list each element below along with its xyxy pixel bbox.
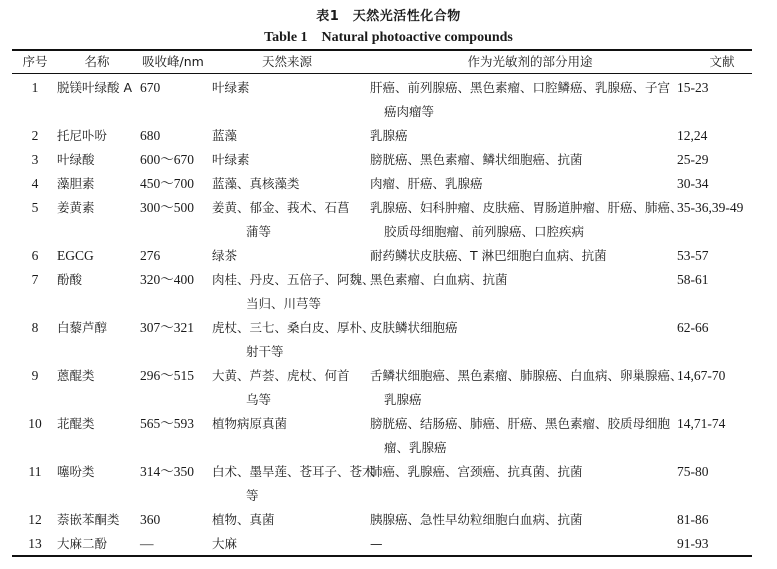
row-number: 3 bbox=[31, 152, 39, 167]
compound-name: EGCG bbox=[57, 248, 94, 263]
row-number: 5 bbox=[31, 200, 39, 215]
natural-source bbox=[212, 268, 375, 316]
compound-name: 托尼卟吩 bbox=[57, 128, 108, 143]
photosensitizer-uses bbox=[370, 412, 680, 460]
absorption-peak: 314～350 bbox=[140, 464, 194, 479]
natural-source-line: 白术、墨旱莲、苍耳子、苍术 bbox=[212, 464, 375, 479]
reference: 58-61 bbox=[677, 272, 709, 287]
compound-name: 白藜芦醇 bbox=[57, 320, 108, 335]
natural-source-line: 蓝藻 bbox=[212, 128, 238, 143]
row-number: 6 bbox=[31, 248, 39, 263]
photosensitizer-uses bbox=[370, 316, 680, 340]
compound-name: 酚酸 bbox=[57, 272, 83, 287]
photosensitizer-uses bbox=[370, 364, 683, 412]
natural-source bbox=[212, 196, 370, 244]
absorption-peak: 360 bbox=[140, 512, 161, 527]
natural-source-line: 蓝藻、真核藻类 bbox=[212, 176, 300, 191]
photosensitizer-uses-line: 肺癌、乳腺癌、宫颈癌、抗真菌、抗菌 bbox=[370, 464, 583, 479]
header-name: 名称 bbox=[84, 54, 110, 69]
natural-source bbox=[212, 76, 370, 100]
absorption-peak: 600～670 bbox=[140, 152, 194, 167]
table-row bbox=[12, 148, 752, 172]
photosensitizer-uses-line: — bbox=[370, 536, 383, 551]
row-number: 9 bbox=[31, 368, 39, 383]
photosensitizer-uses bbox=[370, 460, 680, 484]
reference: 53-57 bbox=[677, 248, 709, 263]
reference: 30-34 bbox=[677, 176, 709, 191]
reference: 35-36,39-49 bbox=[677, 200, 744, 215]
table-title-chinese: 表1 天然光活性化合物 bbox=[316, 9, 461, 24]
table-row bbox=[12, 196, 752, 244]
row-number: 10 bbox=[28, 416, 42, 431]
table-row bbox=[12, 364, 752, 412]
compound-name: 叶绿酸 bbox=[57, 152, 95, 167]
header-no: 序号 bbox=[22, 54, 48, 69]
row-number: 8 bbox=[31, 320, 39, 335]
natural-source bbox=[212, 316, 375, 364]
natural-source bbox=[212, 412, 370, 436]
reference: 91-93 bbox=[677, 536, 709, 551]
photosensitizer-uses-line: 胰腺癌、急性早幼粒细胞白血病、抗菌 bbox=[370, 512, 583, 527]
natural-source-line: 叶绿素 bbox=[212, 152, 250, 167]
photosensitizer-uses bbox=[370, 244, 680, 268]
reference: 75-80 bbox=[677, 464, 709, 479]
row-number: 12 bbox=[28, 512, 42, 527]
header-source: 天然来源 bbox=[261, 54, 312, 69]
natural-source bbox=[212, 364, 370, 412]
row-number: 2 bbox=[31, 128, 39, 143]
natural-source bbox=[212, 148, 370, 172]
photosensitizer-uses-line: 舌鳞状细胞癌、黑色素瘤、肺腺癌、白血病、卵巢腺癌、 bbox=[370, 368, 683, 383]
table-row bbox=[12, 244, 752, 268]
compounds-table bbox=[12, 50, 752, 551]
reference: 62-66 bbox=[677, 320, 709, 335]
compound-name: 萘嵌苯酮类 bbox=[57, 512, 120, 527]
photosensitizer-uses-line: 黑色素瘤、白血病、抗菌 bbox=[370, 272, 508, 287]
photosensitizer-uses bbox=[370, 148, 680, 172]
natural-source-line: 大麻 bbox=[212, 536, 238, 551]
row-number: 4 bbox=[31, 176, 39, 191]
natural-source-line: 当归、川芎等 bbox=[246, 296, 322, 311]
header-uses: 作为光敏剂的部分用途 bbox=[467, 54, 593, 69]
photosensitizer-uses-line: 瘤、乳腺癌 bbox=[384, 440, 447, 455]
compound-name: 苝醌类 bbox=[57, 416, 95, 431]
photosensitizer-uses-line: 皮肤鳞状细胞癌 bbox=[370, 320, 458, 335]
reference: 14,71-74 bbox=[677, 416, 726, 431]
absorption-peak: 307～321 bbox=[140, 320, 194, 335]
reference: 15-23 bbox=[677, 80, 709, 95]
natural-source bbox=[212, 532, 370, 556]
absorption-peak: 680 bbox=[140, 128, 161, 143]
row-number: 11 bbox=[28, 464, 42, 479]
row-number: 13 bbox=[28, 536, 42, 551]
natural-source-line: 射干等 bbox=[246, 344, 284, 359]
table-row bbox=[12, 268, 752, 316]
natural-source bbox=[212, 244, 370, 268]
natural-source-line: 叶绿素 bbox=[212, 80, 250, 95]
photosensitizer-uses-line: 膀胱癌、黑色素瘤、鳞状细胞癌、抗菌 bbox=[370, 152, 583, 167]
compound-name: 姜黄素 bbox=[57, 200, 95, 215]
photosensitizer-uses bbox=[370, 76, 680, 124]
photosensitizer-uses bbox=[370, 124, 680, 148]
photosensitizer-uses-line: 乳腺癌 bbox=[384, 392, 422, 407]
header-rule bbox=[12, 73, 752, 74]
photosensitizer-uses bbox=[370, 268, 680, 292]
table-row bbox=[12, 532, 752, 556]
natural-source-line: 虎杖、三七、桑白皮、厚朴、 bbox=[212, 320, 375, 335]
reference: 12,24 bbox=[677, 128, 708, 143]
photosensitizer-uses-line: 肉瘤、肝癌、乳腺癌 bbox=[370, 176, 483, 191]
natural-source-line: 绿茶 bbox=[212, 248, 238, 263]
natural-source bbox=[212, 460, 375, 508]
photosensitizer-uses-line: 癌肉瘤等 bbox=[384, 104, 435, 119]
absorption-peak: 670 bbox=[140, 80, 161, 95]
reference: 14,67-70 bbox=[677, 368, 726, 383]
natural-source-line: 大黄、芦荟、虎杖、何首 bbox=[212, 368, 350, 383]
table-row bbox=[12, 172, 752, 196]
header-absorption: 吸收峰/nm bbox=[142, 54, 204, 69]
natural-source bbox=[212, 172, 370, 196]
header-ref: 文献 bbox=[709, 54, 735, 69]
table-row bbox=[12, 460, 752, 508]
natural-source-line: 乌等 bbox=[246, 392, 272, 407]
compound-name: 噻吩类 bbox=[57, 464, 95, 479]
photosensitizer-uses-line: 乳腺癌 bbox=[370, 128, 408, 143]
photosensitizer-uses bbox=[370, 532, 680, 556]
compound-name: 脱镁叶绿酸 A bbox=[57, 80, 133, 95]
table-header-row bbox=[12, 50, 752, 73]
absorption-peak: 450～700 bbox=[140, 176, 194, 191]
natural-source-line: 等 bbox=[246, 488, 259, 503]
natural-source-line: 蒲等 bbox=[246, 224, 272, 239]
photosensitizer-uses bbox=[370, 196, 683, 244]
table-row bbox=[12, 508, 752, 532]
table-row bbox=[12, 412, 752, 460]
photosensitizer-uses bbox=[370, 508, 680, 532]
compound-name: 藻胆素 bbox=[57, 176, 95, 191]
absorption-peak: 296～515 bbox=[140, 368, 194, 383]
reference: 81-86 bbox=[677, 512, 709, 527]
table-row bbox=[12, 316, 752, 364]
natural-source-line: 肉桂、丹皮、五倍子、阿魏、 bbox=[212, 272, 375, 287]
reference: 25-29 bbox=[677, 152, 709, 167]
natural-source-line: 姜黄、郁金、莪术、石菖 bbox=[212, 200, 350, 215]
natural-source-line: 植物、真菌 bbox=[212, 512, 275, 527]
absorption-peak: 565～593 bbox=[140, 416, 194, 431]
photosensitizer-uses-line: 乳腺癌、妇科肿瘤、皮肤癌、胃肠道肿瘤、肝癌、肺癌、 bbox=[370, 200, 683, 215]
row-number: 1 bbox=[31, 80, 39, 95]
photosensitizer-uses bbox=[370, 172, 680, 196]
natural-source bbox=[212, 124, 370, 148]
absorption-peak: 276 bbox=[140, 248, 161, 263]
table-row bbox=[12, 124, 752, 148]
table-row bbox=[12, 76, 752, 124]
table-title-english: Table 1 Natural photoactive compounds bbox=[264, 30, 513, 45]
photosensitizer-uses-line: 耐药鳞状皮肤癌、T 淋巴细胞白血病、抗菌 bbox=[370, 248, 607, 263]
photosensitizer-uses-line: 胶质母细胞瘤、前列腺癌、口腔疾病 bbox=[384, 224, 585, 239]
absorption-peak: 300～500 bbox=[140, 200, 194, 215]
natural-source bbox=[212, 508, 370, 532]
compound-name: 蒽醌类 bbox=[57, 368, 95, 383]
absorption-peak: — bbox=[140, 536, 154, 551]
natural-source-line: 植物病原真菌 bbox=[212, 416, 288, 431]
absorption-peak: 320～400 bbox=[140, 272, 194, 287]
photosensitizer-uses-line: 膀胱癌、结肠癌、肺癌、肝癌、黑色素瘤、胶质母细胞 bbox=[370, 416, 671, 431]
photosensitizer-uses-line: 肝癌、前列腺癌、黑色素瘤、口腔鳞癌、乳腺癌、子宫 bbox=[370, 80, 671, 95]
compound-name: 大麻二酚 bbox=[57, 536, 108, 551]
row-number: 7 bbox=[31, 272, 39, 287]
